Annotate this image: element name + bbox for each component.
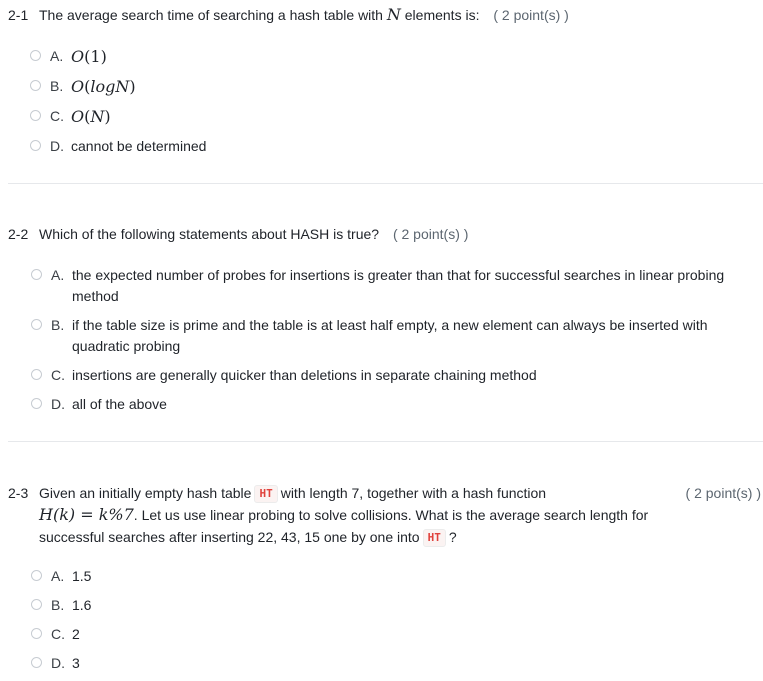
- radio-button[interactable]: [30, 50, 41, 61]
- option-text: if the table size is prime and the table is at least half empty, a new element can always be inserted with quadratic probing: [72, 317, 708, 354]
- option-letter: D.: [51, 396, 65, 412]
- option-c[interactable]: [31, 365, 753, 386]
- option-d[interactable]: [31, 394, 753, 415]
- points-label: ( 2 point(s) ): [493, 7, 569, 23]
- radio-button[interactable]: [30, 140, 41, 151]
- radio-button[interactable]: [31, 398, 42, 409]
- question-text: Given an initially empty hash table HT with length 7, together with a hash function H(k) = k%7. Let us use linear probing to solve collisions. What is the average search length for successful searches after inserting 22, 43, 15 one by one into HT ?: [39, 485, 649, 545]
- option-letter: B.: [51, 597, 65, 613]
- option-text: 2: [72, 626, 80, 642]
- question-text: Which of the following statements about HASH is true? ( 2 point(s) ): [39, 226, 469, 242]
- question-number: 2-3: [8, 485, 29, 501]
- option-letter: B.: [50, 78, 64, 94]
- points-label: ( 2 point(s) ): [685, 485, 761, 501]
- option-letter: D.: [50, 138, 64, 154]
- option-text: 1.5: [72, 568, 92, 584]
- option-c[interactable]: [31, 624, 753, 645]
- option-math: O(1): [71, 47, 107, 66]
- question-number: 2-2: [8, 226, 29, 242]
- question-text-after: elements is:: [404, 7, 480, 23]
- option-text: all of the above: [72, 396, 167, 412]
- math-variable: N: [386, 5, 401, 24]
- question-number: 2-1: [8, 7, 29, 23]
- question-header: [8, 4, 761, 26]
- option-letter: A.: [51, 267, 65, 283]
- question-2-2: [8, 224, 761, 245]
- question-header: [8, 482, 761, 548]
- option-math: O(N): [71, 107, 111, 126]
- section-divider: [8, 183, 763, 184]
- radio-button[interactable]: [31, 570, 42, 581]
- option-b[interactable]: [31, 595, 753, 616]
- question-text-before: The average search time of searching a hash table with: [39, 7, 383, 23]
- radio-button[interactable]: [31, 628, 42, 639]
- radio-button[interactable]: [31, 369, 42, 380]
- code-tag-ht: HT: [423, 529, 446, 547]
- option-b[interactable]: [31, 315, 751, 357]
- option-text: 3: [72, 655, 80, 671]
- option-b[interactable]: [30, 76, 753, 98]
- code-tag-ht: HT: [254, 485, 277, 503]
- option-d[interactable]: [31, 653, 753, 674]
- radio-button[interactable]: [31, 269, 42, 280]
- option-letter: C.: [51, 367, 65, 383]
- option-math: O(logN): [71, 77, 136, 96]
- option-letter: D.: [51, 655, 65, 671]
- option-a[interactable]: [31, 265, 743, 307]
- option-c[interactable]: [30, 106, 753, 128]
- radio-button[interactable]: [31, 599, 42, 610]
- option-text: the expected number of probes for insertions is greater than that for successful searches in linear probing method: [72, 267, 725, 304]
- section-divider: [8, 441, 763, 442]
- option-text: 1.6: [72, 597, 92, 613]
- option-letter: A.: [51, 568, 65, 584]
- option-letter: C.: [50, 108, 64, 124]
- radio-button[interactable]: [30, 80, 41, 91]
- option-letter: A.: [50, 48, 64, 64]
- radio-button[interactable]: [31, 657, 42, 668]
- option-letter: B.: [51, 317, 65, 333]
- option-a[interactable]: [30, 46, 753, 68]
- option-text: cannot be determined: [71, 138, 207, 154]
- option-d[interactable]: [30, 136, 753, 157]
- question-text: [39, 4, 761, 26]
- radio-button[interactable]: [30, 110, 41, 121]
- question-header: [8, 224, 761, 245]
- option-letter: C.: [51, 626, 65, 642]
- option-text: insertions are generally quicker than deletions in separate chaining method: [72, 367, 537, 383]
- radio-button[interactable]: [31, 319, 42, 330]
- question-2-3: [8, 482, 761, 548]
- hash-function-math: H(k) = k%7: [39, 505, 134, 524]
- question-2-1: [8, 4, 761, 26]
- points-label: ( 2 point(s) ): [392, 226, 469, 242]
- option-a[interactable]: [31, 566, 753, 587]
